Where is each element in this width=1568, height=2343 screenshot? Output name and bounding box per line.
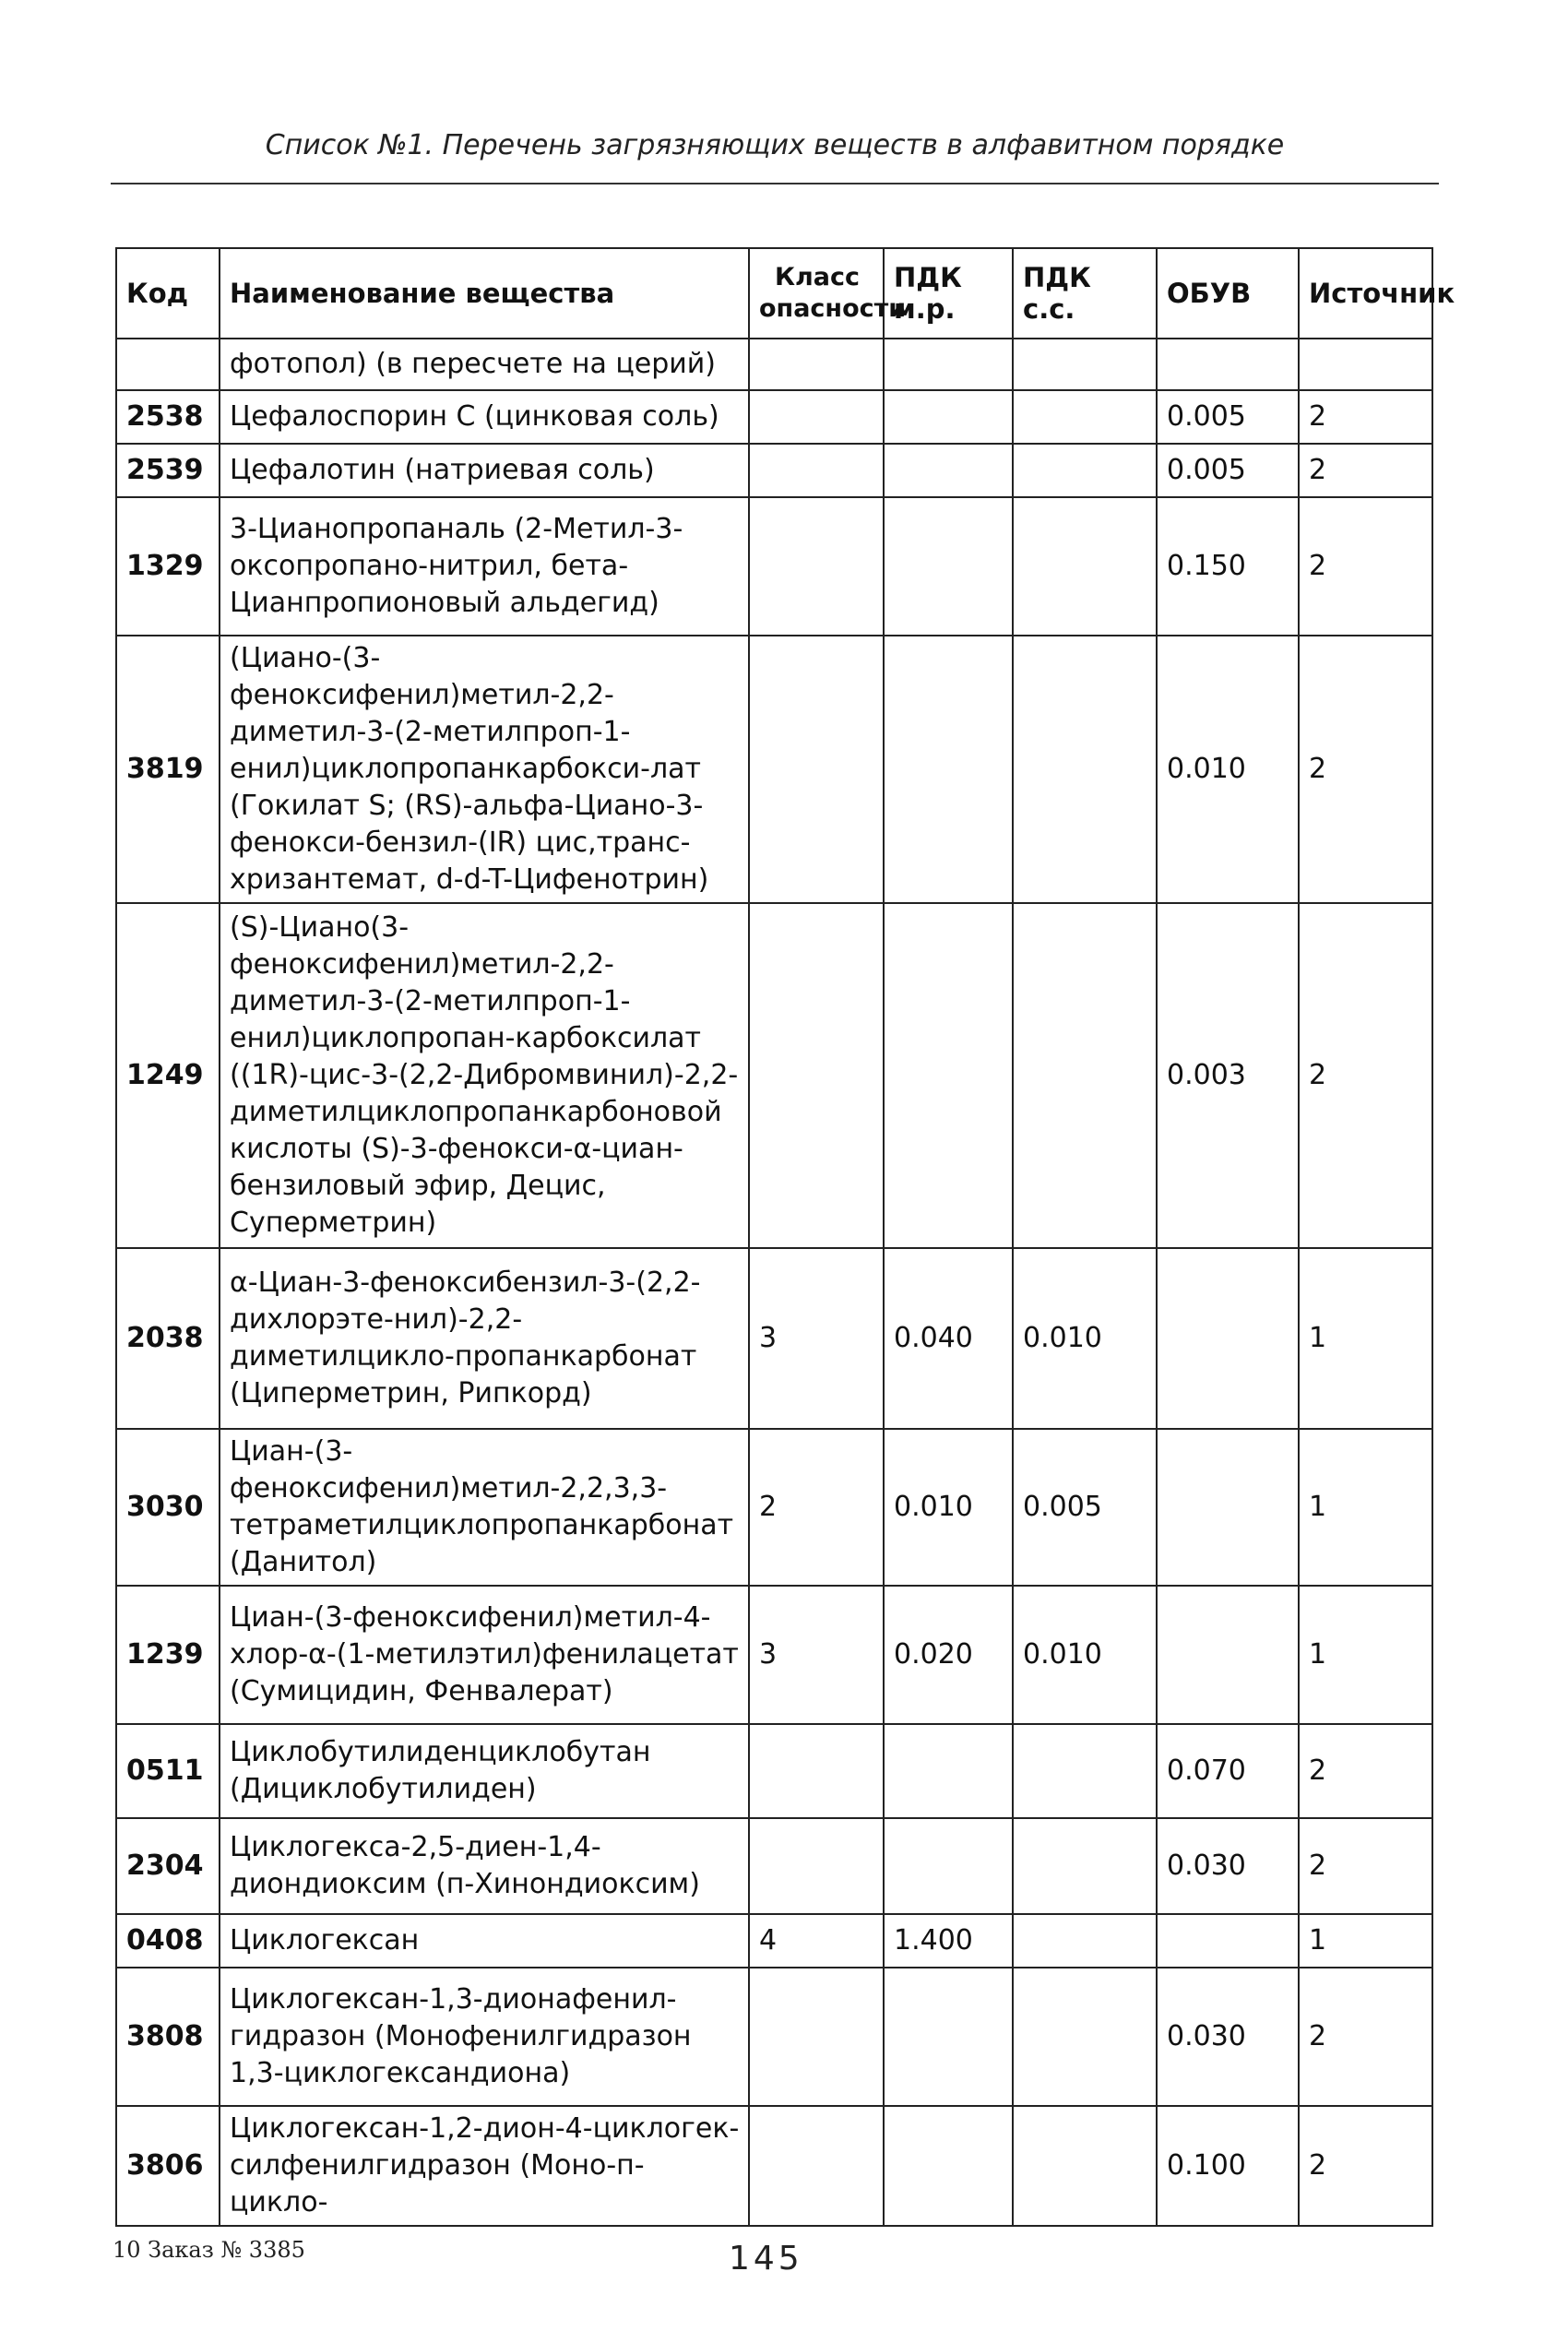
table-row	[116, 1818, 1432, 1914]
table-header-row	[116, 248, 1432, 339]
cell-pdk-mr: 0.010	[884, 1429, 1013, 1586]
cell-code: 3819	[116, 636, 220, 903]
cell-code: 3806	[116, 2106, 220, 2226]
cell-name: (Циано-(3-феноксифенил)метил-2,2-диметил-3-(2-метилпроп-1-енил)циклопропанкарбокси-лат (Гокилат S; (RS)-альфа-Циано-3-фенокси-бензил-(IR) цис,транс-хризантемат, d-d-T-Цифенотрин)	[220, 636, 749, 903]
cell-class	[749, 903, 884, 1248]
cell-pdk-mr	[884, 1968, 1013, 2106]
cell-pdk-ss	[1013, 1818, 1157, 1914]
table-row	[116, 636, 1432, 903]
cell-name: 3-Цианопропаналь (2-Метил-3-оксопропано-нитрил, бета-Цианпропионовый альдегид)	[220, 497, 749, 636]
col-header-name: Наименование вещества	[220, 248, 749, 339]
cell-name: Цефалоспорин С (цинковая соль)	[220, 390, 749, 444]
cell-name: Циклогексан-1,3-дионафенил-гидразон (Монофенилгидразон 1,3-циклогександиона)	[220, 1968, 749, 2106]
cell-code: 2038	[116, 1248, 220, 1429]
cell-class: 3	[749, 1248, 884, 1429]
cell-source: 2	[1299, 444, 1432, 497]
header-rule	[111, 183, 1439, 184]
cell-name: (S)-Циано(3-феноксифенил)метил-2,2-диметил-3-(2-метилпроп-1-енил)циклопропан-карбоксилат ((1R)-цис-3-(2,2-Дибромвинил)-2,2-диметилциклопропанкарбоновой кислоты (S)-3-фенокси-α-циан-бензиловый эфир, Децис, Суперметрин)	[220, 903, 749, 1248]
page-header: Список №1. Перечень загрязняющих веществ в алфавитном порядке	[265, 129, 1285, 161]
cell-source: 1	[1299, 1429, 1432, 1586]
cell-class: 2	[749, 1429, 884, 1586]
cell-code: 2538	[116, 390, 220, 444]
cell-source: 2	[1299, 1968, 1432, 2106]
table-row	[116, 1586, 1432, 1724]
cell-code: 3030	[116, 1429, 220, 1586]
cell-pdk-ss	[1013, 497, 1157, 636]
table-row	[116, 2106, 1432, 2226]
cell-obuv: 0.030	[1157, 1968, 1299, 2106]
cell-source: 1	[1299, 1586, 1432, 1724]
table-row	[116, 1724, 1432, 1818]
cell-source: 2	[1299, 1724, 1432, 1818]
cell-pdk-mr	[884, 339, 1013, 390]
cell-pdk-mr	[884, 444, 1013, 497]
substances-table	[115, 247, 1455, 2227]
cell-source: 2	[1299, 390, 1432, 444]
cell-class	[749, 444, 884, 497]
cell-pdk-ss	[1013, 339, 1157, 390]
cell-class	[749, 497, 884, 636]
cell-source	[1299, 339, 1432, 390]
cell-obuv: 0.150	[1157, 497, 1299, 636]
cell-source: 1	[1299, 1248, 1432, 1429]
order-number: 10 Заказ № 3385	[113, 2237, 305, 2263]
cell-name: Циклобутилиденциклобутан (Дициклобутилиден)	[220, 1724, 749, 1818]
cell-source: 2	[1299, 903, 1432, 1248]
cell-pdk-mr	[884, 1724, 1013, 1818]
col-header-pdk-mr: ПДК м.р.	[884, 248, 1013, 339]
cell-obuv	[1157, 339, 1299, 390]
cell-name: Циан-(3-феноксифенил)метил-2,2,3,3-тетраметилциклопропанкарбонат (Данитол)	[220, 1429, 749, 1586]
page-number: 145	[729, 2240, 803, 2278]
cell-obuv: 0.005	[1157, 444, 1299, 497]
cell-pdk-mr: 1.400	[884, 1914, 1013, 1968]
table-row	[116, 903, 1432, 1248]
cell-class	[749, 339, 884, 390]
cell-pdk-ss	[1013, 2106, 1157, 2226]
cell-class: 3	[749, 1586, 884, 1724]
cell-name: фотопол) (в пересчете на церий)	[220, 339, 749, 390]
cell-pdk-ss	[1013, 903, 1157, 1248]
cell-obuv	[1157, 1586, 1299, 1724]
cell-code: 1329	[116, 497, 220, 636]
cell-code: 1239	[116, 1586, 220, 1724]
table-row	[116, 1968, 1432, 2106]
cell-code: 2304	[116, 1818, 220, 1914]
cell-obuv: 0.070	[1157, 1724, 1299, 1818]
cell-pdk-ss	[1013, 390, 1157, 444]
cell-pdk-mr	[884, 2106, 1013, 2226]
col-header-code: Код	[116, 248, 220, 339]
cell-pdk-mr	[884, 390, 1013, 444]
cell-obuv: 0.010	[1157, 636, 1299, 903]
cell-pdk-mr	[884, 497, 1013, 636]
col-header-class: Класс опасности	[749, 248, 884, 339]
cell-class	[749, 1968, 884, 2106]
cell-code	[116, 339, 220, 390]
cell-class	[749, 2106, 884, 2226]
cell-class	[749, 636, 884, 903]
cell-code: 1249	[116, 903, 220, 1248]
cell-name: Циан-(3-феноксифенил)метил-4-хлор-α-(1-метилэтил)фенилацетат (Сумицидин, Фенвалерат)	[220, 1586, 749, 1724]
table-row	[116, 1914, 1432, 1968]
col-header-obuv: ОБУВ	[1157, 248, 1299, 339]
cell-pdk-ss	[1013, 1724, 1157, 1818]
cell-pdk-mr	[884, 903, 1013, 1248]
cell-pdk-ss: 0.005	[1013, 1429, 1157, 1586]
cell-pdk-ss	[1013, 1914, 1157, 1968]
cell-obuv	[1157, 1429, 1299, 1586]
cell-pdk-mr: 0.020	[884, 1586, 1013, 1724]
cell-name: Циклогексан	[220, 1914, 749, 1968]
col-header-pdk-ss: ПДК с.с.	[1013, 248, 1157, 339]
cell-pdk-ss	[1013, 444, 1157, 497]
table-row	[116, 444, 1432, 497]
cell-source: 2	[1299, 1818, 1432, 1914]
cell-name: Цефалотин (натриевая соль)	[220, 444, 749, 497]
cell-obuv	[1157, 1248, 1299, 1429]
cell-pdk-mr	[884, 636, 1013, 903]
cell-name: Циклогексан-1,2-дион-4-циклогек-силфенилгидразон (Моно-п-цикло-	[220, 2106, 749, 2226]
cell-obuv: 0.030	[1157, 1818, 1299, 1914]
cell-pdk-mr: 0.040	[884, 1248, 1013, 1429]
cell-obuv: 0.100	[1157, 2106, 1299, 2226]
cell-pdk-ss	[1013, 636, 1157, 903]
cell-name: α-Циан-3-феноксибензил-3-(2,2-дихлорэте-нил)-2,2-диметилцикло-пропанкарбонат (Циперметрин, Рипкорд)	[220, 1248, 749, 1429]
table-row	[116, 390, 1432, 444]
cell-pdk-ss	[1013, 1968, 1157, 2106]
cell-class: 4	[749, 1914, 884, 1968]
cell-source: 2	[1299, 2106, 1432, 2226]
cell-source: 2	[1299, 497, 1432, 636]
cell-pdk-ss: 0.010	[1013, 1586, 1157, 1724]
cell-source: 2	[1299, 636, 1432, 903]
cell-obuv	[1157, 1914, 1299, 1968]
table-row	[116, 497, 1432, 636]
cell-code: 3808	[116, 1968, 220, 2106]
cell-obuv: 0.005	[1157, 390, 1299, 444]
cell-code: 2539	[116, 444, 220, 497]
cell-source: 1	[1299, 1914, 1432, 1968]
cell-class	[749, 1724, 884, 1818]
cell-name: Циклогекса-2,5-диен-1,4-диондиоксим (п-Хинондиоксим)	[220, 1818, 749, 1914]
cell-code: 0408	[116, 1914, 220, 1968]
cell-class	[749, 390, 884, 444]
col-header-source: Источник	[1299, 248, 1432, 339]
cell-pdk-ss: 0.010	[1013, 1248, 1157, 1429]
table-row	[116, 1429, 1432, 1586]
cell-pdk-mr	[884, 1818, 1013, 1914]
cell-obuv: 0.003	[1157, 903, 1299, 1248]
cell-class	[749, 1818, 884, 1914]
table-row	[116, 1248, 1432, 1429]
table-row	[116, 339, 1432, 390]
cell-code: 0511	[116, 1724, 220, 1818]
